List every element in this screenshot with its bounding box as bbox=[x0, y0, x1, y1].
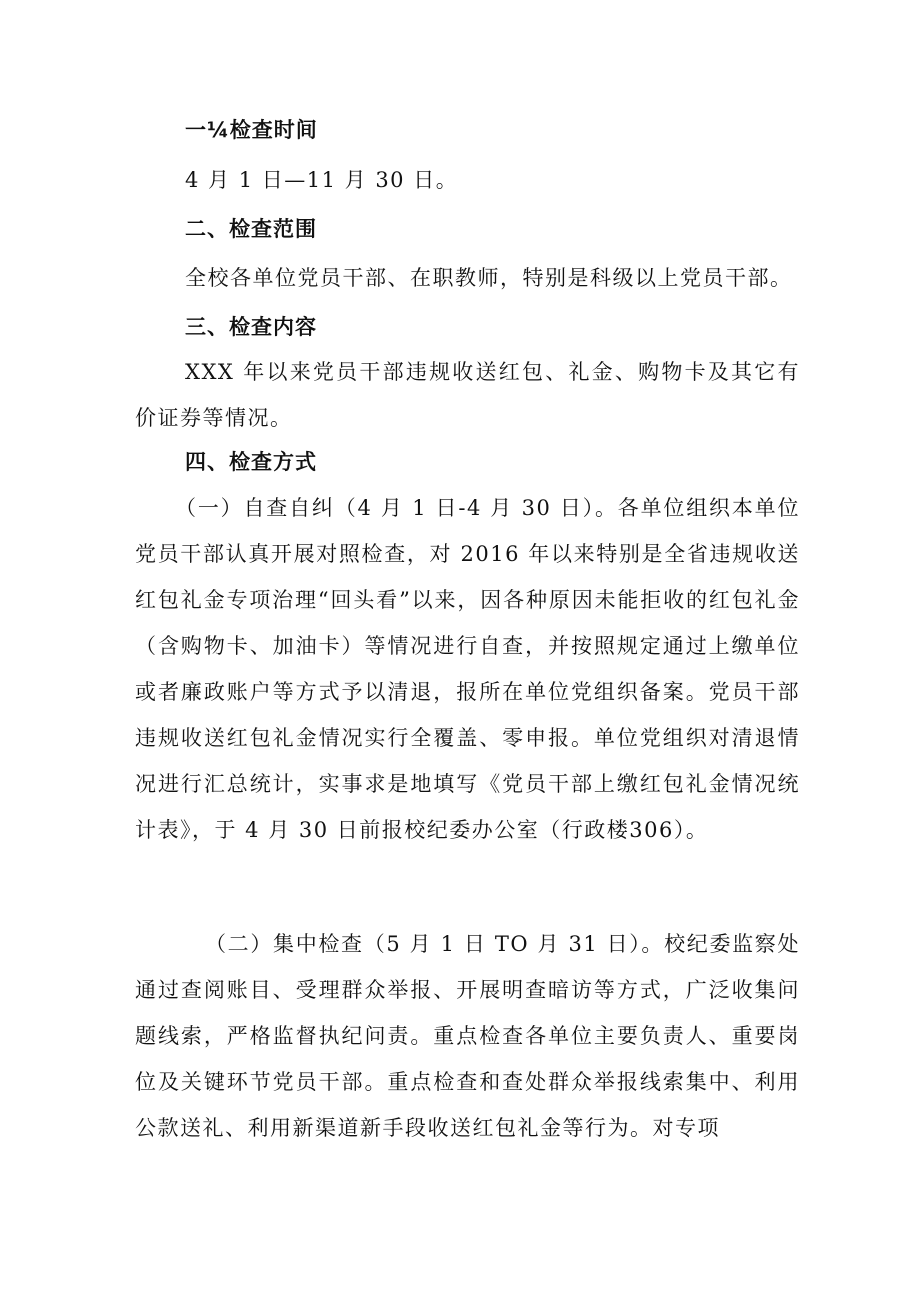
paragraph-inspection-scope: 全校各单位党员干部、在职教师，特别是科级以上党员干部。 bbox=[185, 266, 793, 290]
section-heading-inspection-time: 一¼检查时间 bbox=[185, 118, 318, 142]
paragraph-inspection-content: XXX 年以来党员干部违规收送红包、礼金、购物卡及其它有价证券等情况。 bbox=[135, 360, 800, 430]
section-heading-inspection-method: 四、检查方式 bbox=[185, 450, 317, 474]
paragraph-centralized-inspection: （二）集中检查（5 月 1 日 TO 月 31 日）。校纪委监察处通过查阅账目、受理群众举报、开展明查暗访等方式，广泛收集问题线索，严格监督执纪问责。重点检查各单位主要负责人、重要岗位及关键环节党员干部。重点检查和查处群众举报线索集中、利用公款送礼、利用新渠道新手段收送红包礼金等行为。对专项 bbox=[135, 932, 800, 1140]
paragraph-inspection-time: 4 月 1 日—11 月 30 日。 bbox=[185, 168, 459, 192]
section-heading-inspection-content: 三、检查内容 bbox=[185, 315, 317, 339]
section-heading-inspection-scope: 二、检查范围 bbox=[185, 217, 317, 241]
paragraph-self-inspection: （一）自查自纠（4 月 1 日-4 月 30 日）。各单位组织本单位党员干部认真开展对照检查，对 2016 年以来特别是全省违规收送红包礼金专项治理“回头看”以来，因各种原因未能拒收的红包礼金（含购物卡、加油卡）等情况进行自查，并按照规定通过上缴单位或者廉政账户等方式予以清退，报所在单位党组织备案。党员干部违规收送红包礼金情况实行全覆盖、零申报。单位党组织对清退情况进行汇总统计，实事求是地填写《党员干部上缴红包礼金情况统计表》，于 4 月 30 日前报校纪委办公室（行政楼306）。 bbox=[135, 496, 800, 842]
